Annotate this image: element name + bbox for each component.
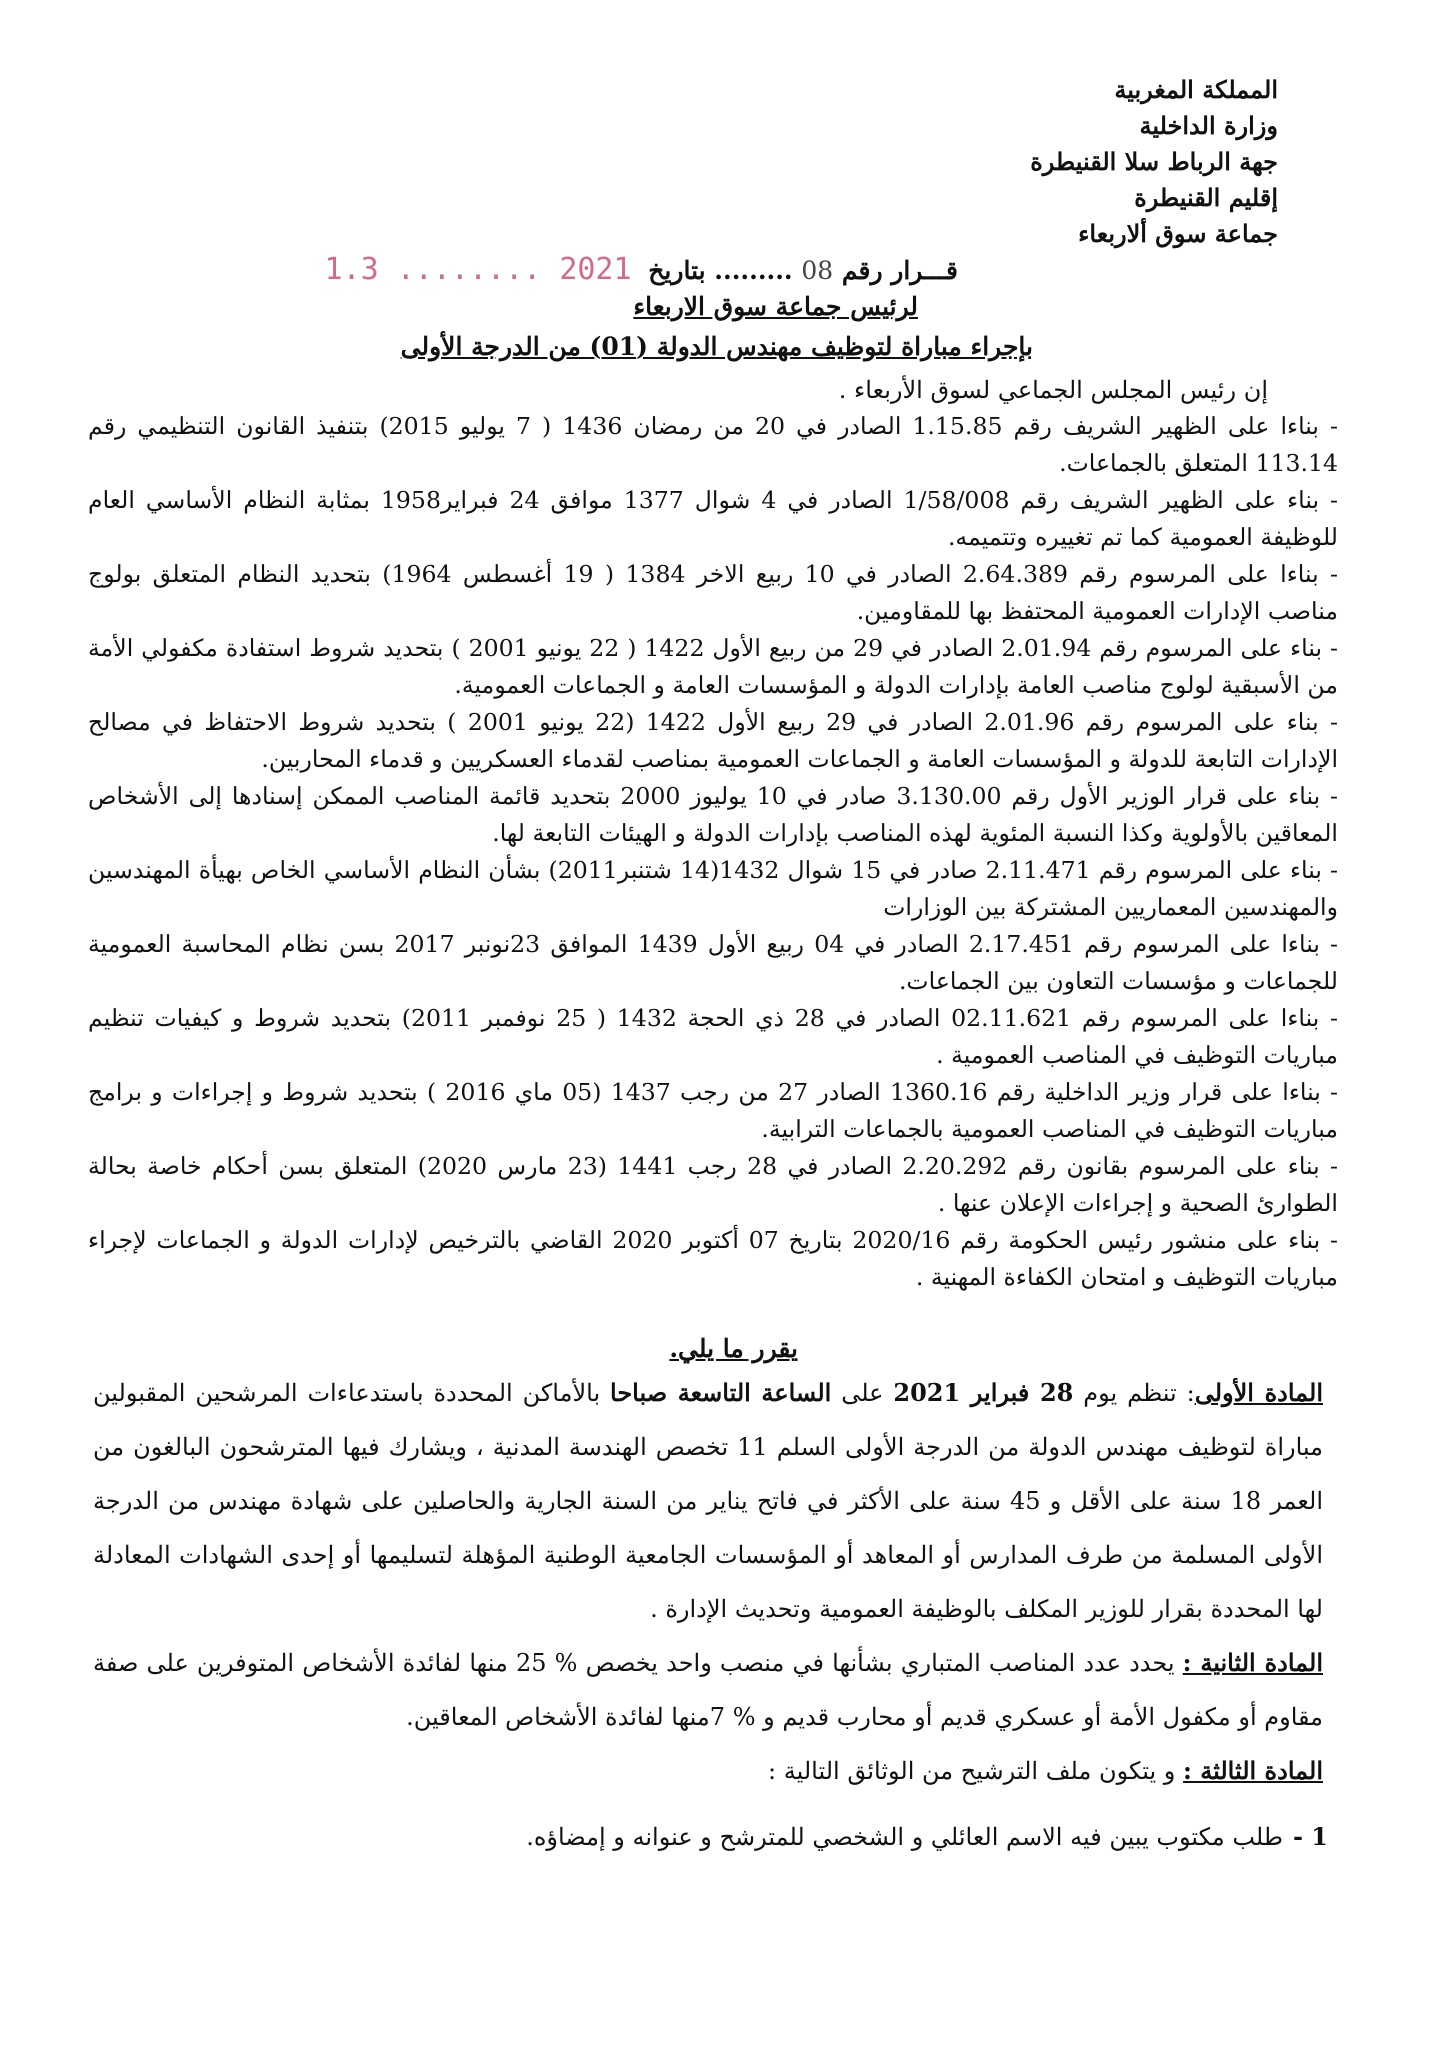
item-number: 1 -	[1292, 1822, 1328, 1851]
article-1-text-c: بالأماكن المحددة باستدعاءات المرشحين المقبولين مباراة لتوظيف مهندس الدولة من الدرجة الأولى السلم 11 تخصص الهندسة المدنية ، ويشارك فيها المترشحون البالغون من العمر 18 سنة على الأقل و 45 سنة على الأكثر في فاتح يناير من السنة الجارية والحاصلين على شهادة مهندس من الدرجة الأولى المسلمة من طرف المدارس أو المعاهد أو المؤسسات الجامعية الوطنية المؤهلة لتسليمها أو إحدى الشهادات المعادلة لها المحددة بقرار للوزير المكلف بالوظيفة العمومية وتحديث الإدارة .	[93, 1379, 1323, 1623]
article-1-label: المادة الأولى	[1194, 1378, 1323, 1407]
decision-number: 08	[801, 256, 834, 285]
province-name: إقليم القنيطرة	[1134, 183, 1278, 212]
basis-item: - بناء على المرسوم رقم 2.01.96 الصادر في 29 ربيع الأول 1422 (22 يونيو 2001 ) بتحديد شروط الاحتفاظ في مصالح الإدارات التابعة للدولة و المؤسسات العامة و الجماعات العمومية بمناصب لقدماء العسكريين و قدماء المحاربين.	[88, 708, 1338, 773]
decision-number-line: قـــرار رقم 08 ......... بتاريخ 2021 ........ 1.3	[324, 252, 958, 287]
legal-basis-list	[88, 408, 1338, 1296]
basis-item: - بناء على المرسوم رقم 2.11.471 صادر في 15 شوال 1432(14 شتنبر2011) بشأن النظام الأساسي الخاص بهيأة المهندسين والمهندسين المعماريين المشتركة بين الوزارات	[88, 856, 1338, 921]
subject-title: بإجراء مباراة لتوظيف مهندس الدولة (01) من الدرجة الأولى	[400, 332, 1033, 361]
article-1-time: الساعة التاسعة صباحا	[610, 1378, 832, 1407]
item-text: طلب مكتوب يبين فيه الاسم العائلي و الشخصي للمترشح و عنوانه و إمضاؤه.	[526, 1823, 1283, 1851]
article-3-label: المادة الثالثة :	[1183, 1756, 1323, 1785]
article-2-text: يحدد عدد المناصب المتباري بشأنها في منصب واحد يخصص % 25 منها لفائدة الأشخاص المتوفرين على صفة مقاوم أو مكفول الأمة أو عسكري قديم أو محارب قديم و % 7منها لفائدة الأشخاص المعاقين.	[93, 1649, 1323, 1731]
article-1-text-a: : تنظم يوم	[1073, 1379, 1195, 1407]
issuer-title: لرئيس جماعة سوق الاربعاء	[633, 292, 918, 321]
date-label: بتاريخ	[648, 256, 706, 285]
article-1	[93, 1366, 1323, 1636]
article-3-text: و يتكون ملف الترشيح من الوثائق التالية :	[768, 1757, 1184, 1785]
basis-item: - بناء على قرار الوزير الأول رقم 3.130.00 صادر في 10 يوليوز 2000 بتحديد قائمة المناصب الممكن إسنادها إلى الأشخاص المعاقين بالأولوية وكذا النسبة المئوية لهذه المناصب بإدارات الدولة و الهيئات التابعة لها.	[88, 782, 1339, 847]
basis-item: - بناء على المرسوم رقم 2.01.94 الصادر في 29 من ربيع الأول 1422 ( 22 يونيو 2001 ) بتحديد شروط استفادة مكفولي الأمة من الأسبقية لولوج مناصب العامة بإدارات الدولة و المؤسسات العامة و الجماعات العمومية.	[88, 634, 1338, 699]
basis-item: - بناءا على المرسوم رقم 2.64.389 الصادر في 10 ربيع الاخر 1384 ( 19 أغسطس 1964) بتحديد النظام المتعلق بولوج مناصب الإدارات العمومية المحتفظ بها للمقاومين.	[88, 560, 1338, 625]
article-3	[93, 1744, 1323, 1798]
basis-item: - بناءا على المرسوم رقم 02.11.621 الصادر في 28 ذي الحجة 1432 ( 25 نوفمبر 2011) بتحديد شروط و كيفيات تنظيم مباريات التوظيف في المناصب العمومية .	[88, 1004, 1338, 1069]
basis-item: - بناء على المرسوم بقانون رقم 2.20.292 الصادر في 28 رجب 1441 (23 مارس 2020) المتعلق بسن أحكام خاصة بحالة الطوارئ الصحية و إجراءات الإعلان عنها .	[88, 1152, 1338, 1217]
article-1-text-b: على	[831, 1379, 894, 1407]
basis-item: - بناءا على الظهير الشريف رقم 1.15.85 الصادر في 20 من رمضان 1436 ( 7 يوليو 2015) بتنفيذ القانون التنظيمي رقم 113.14 المتعلق بالجماعات.	[88, 412, 1338, 477]
articles-section	[93, 1366, 1323, 1798]
region-name: جهة الرباط سلا القنيطرة	[1030, 147, 1278, 176]
kingdom-name: المملكة المغربية	[1114, 75, 1278, 104]
article-1-date: 28 فبراير 2021	[893, 1378, 1074, 1407]
article-2-label: المادة الثانية :	[1182, 1648, 1323, 1677]
decides-heading: يقرر ما يلي.	[669, 1334, 798, 1363]
ministry-name: وزارة الداخلية	[1139, 111, 1278, 140]
decision-label: قـــرار رقم	[841, 256, 958, 285]
basis-item: - بناءا على قرار وزير الداخلية رقم 1360.16 الصادر 27 من رجب 1437 (05 ماي 2016 ) بتحديد شروط و إجراءات و برامج مباريات التوظيف في المناصب العمومية بالجماعات الترابية.	[88, 1078, 1339, 1143]
commune-name: جماعة سوق ألاربعاء	[1078, 219, 1278, 248]
basis-item: - بناءا على المرسوم رقم 2.17.451 الصادر في 04 ربيع الأول 1439 الموافق 23نونبر 2017 بسن نظام المحاسبة العمومية للجماعات و مؤسسات التعاون بين الجماعات.	[88, 930, 1338, 995]
date-stamp: 2021 ........ 1.3	[324, 252, 632, 287]
letterhead	[1030, 72, 1278, 252]
intro-line: إن رئيس المجلس الجماعي لسوق الأربعاء .	[838, 376, 1268, 404]
document-list-item-1	[526, 1822, 1328, 1851]
article-2	[93, 1636, 1323, 1744]
basis-item: - بناء على منشور رئيس الحكومة رقم 2020/16 بتاريخ 07 أكتوبر 2020 القاضي بالترخيص لإدارات الدولة و الجماعات لإجراء مباريات التوظيف و امتحان الكفاءة المهنية .	[88, 1226, 1338, 1291]
basis-item: - بناء على الظهير الشريف رقم 1/58/008 الصادر في 4 شوال 1377 موافق 24 فبراير1958 بمثابة النظام الأساسي العام للوظيفة العمومية كما تم تغييره وتتميمه.	[88, 486, 1338, 551]
